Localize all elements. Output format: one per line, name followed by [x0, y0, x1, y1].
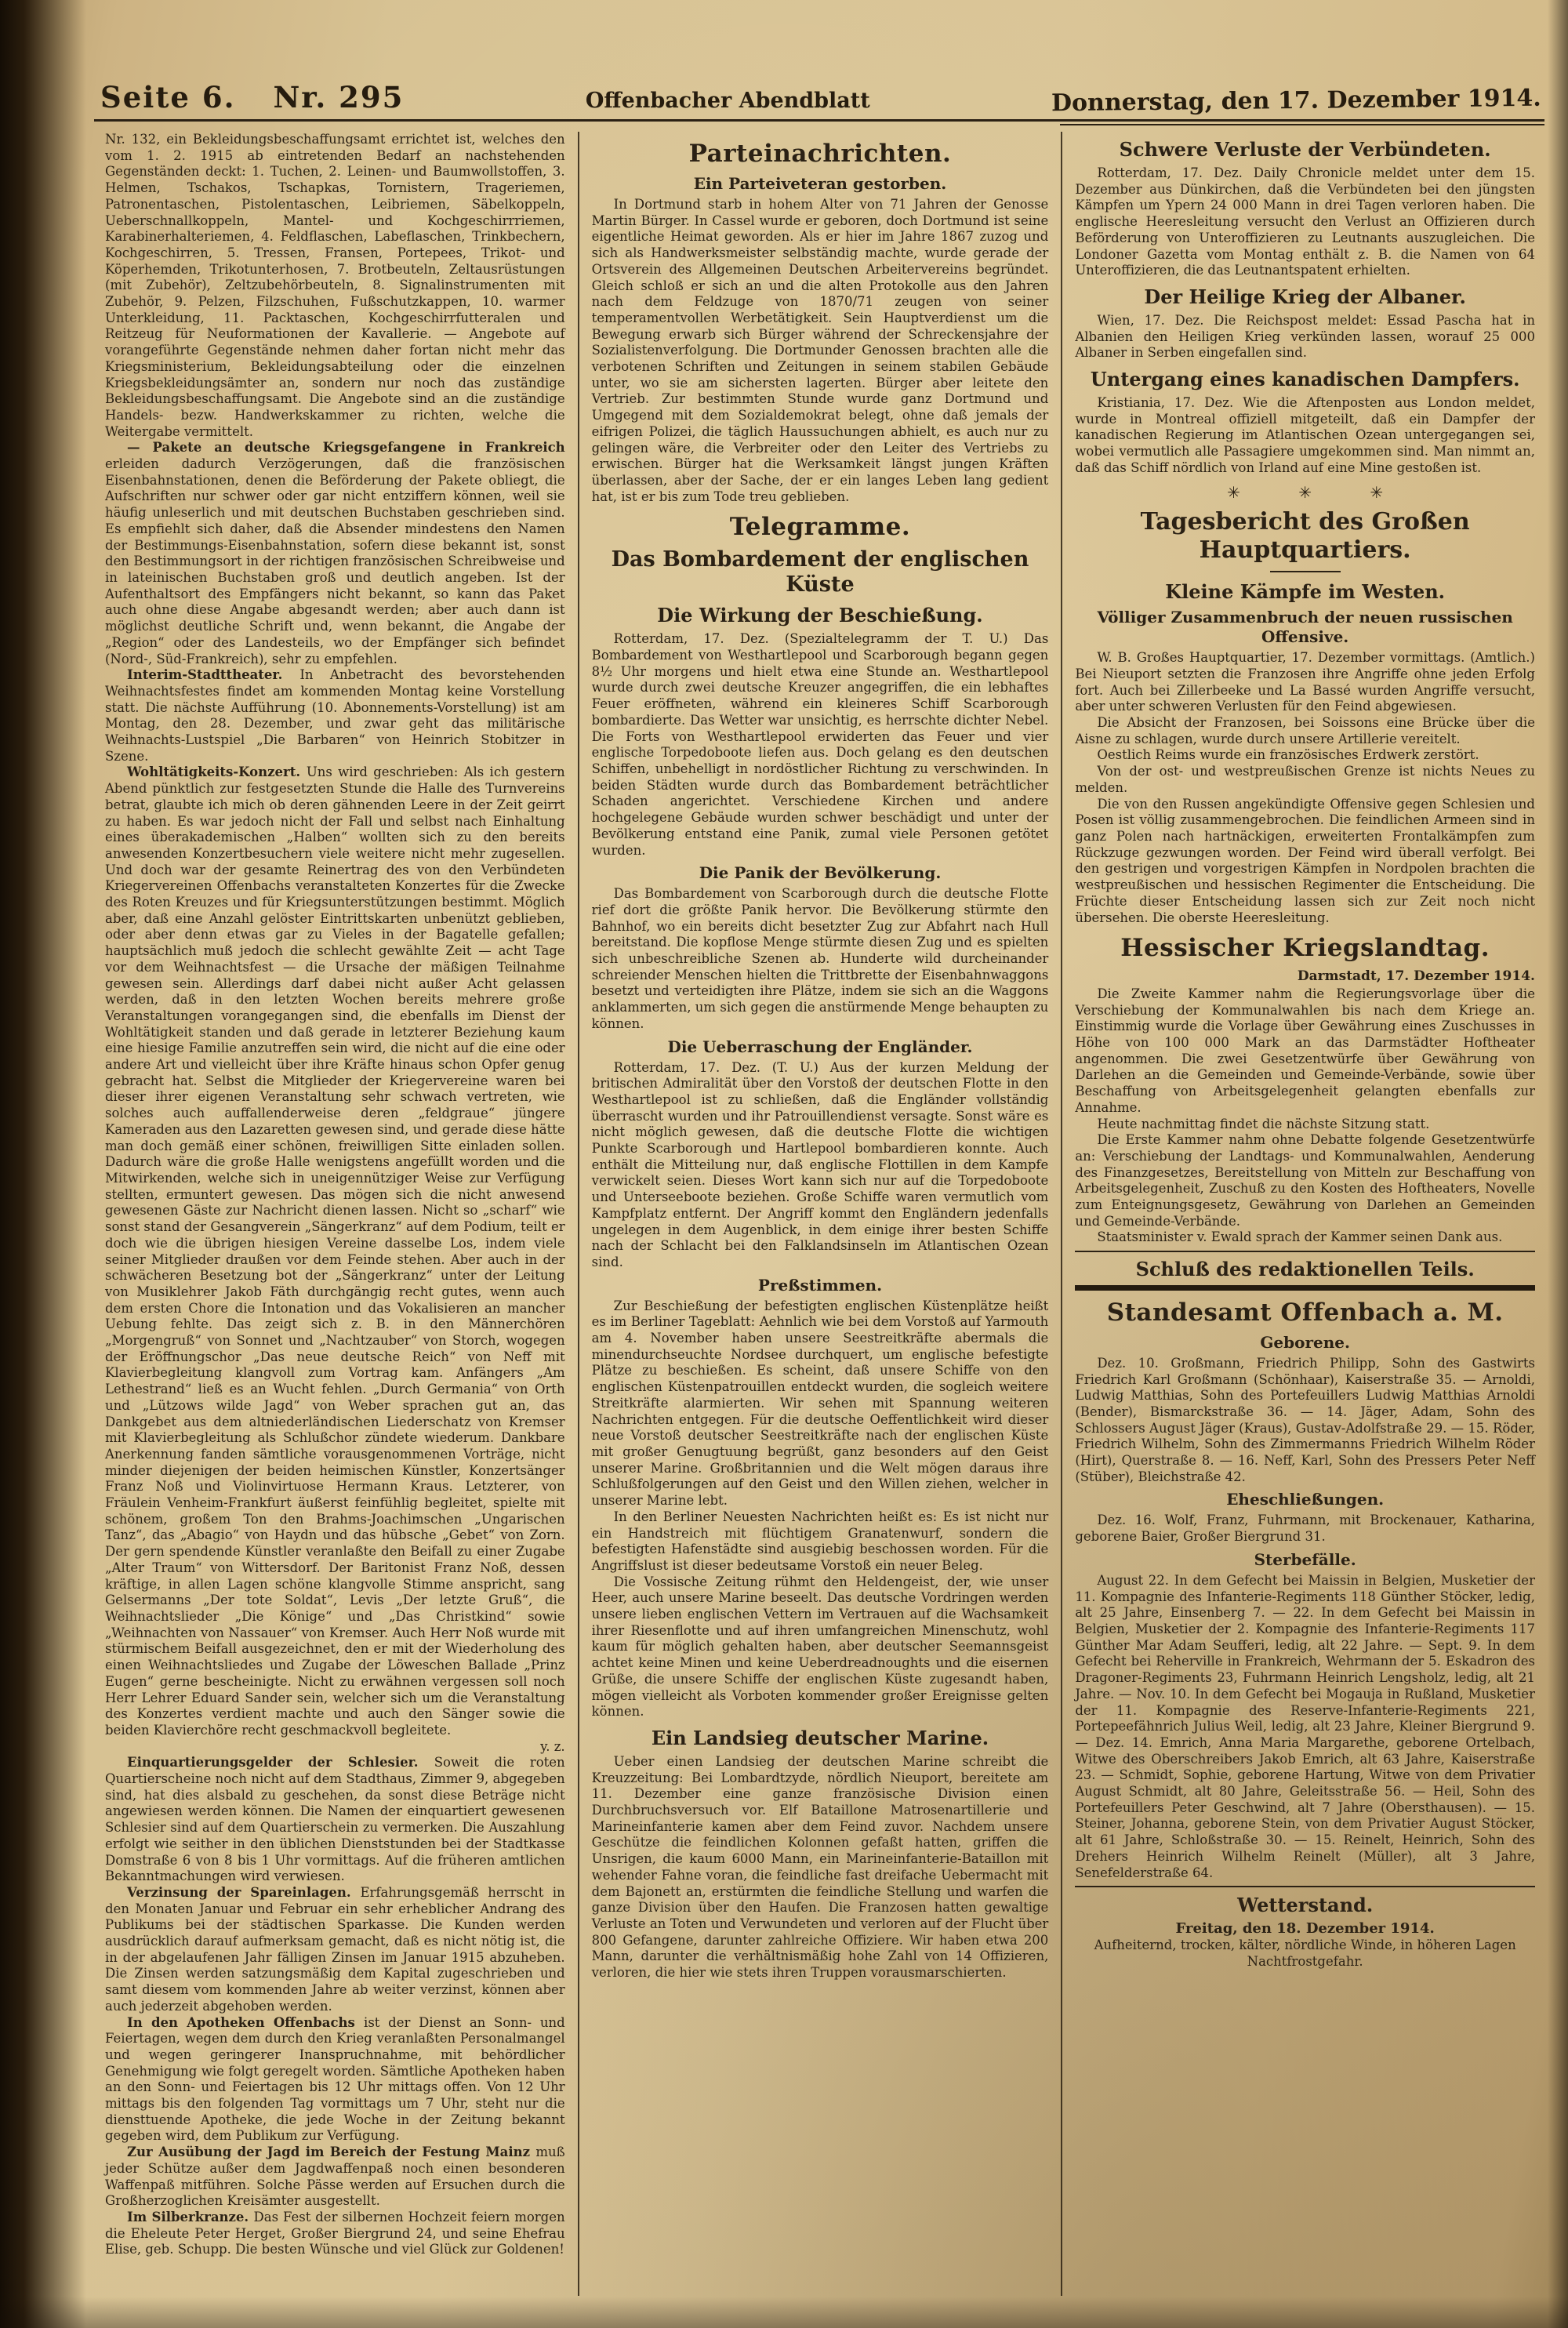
article-paragraph: Die Absicht der Franzosen, bei Soissons eine Brücke über die Aisne zu schlagen, wurde durch unsere Artillerie vereitelt. — [1075, 715, 1535, 746]
article-paragraph: Die Erste Kammer nahm ohne Debatte folgende Gesetzentwürfe an: Verschiebung der Landtags- und Kommunalwahlen, Aenderung des Finanzgesetzes, Bereitstellung von Mitteln zur Beschaffung von Arbeitsgelegenheit, Zuschuß zu den Kosten des Hoftheaters, Novelle zum Enteignungsgesetz, Gewährung von Darlehen an Gemeinden und Gemeinde-Verbände. — [1075, 1132, 1535, 1229]
section-headline: Parteinachrichten. — [688, 140, 952, 168]
display-headline: Das Bombardement der englischen Küste — [611, 547, 1029, 597]
article-subhead: Eheschließungen. — [1226, 1490, 1385, 1509]
article-paragraph: Nr. 132, ein Bekleidungsbeschaffungsamt errichtet ist, welches den vom 1. 2. 1915 ab eintretenden Bedarf an nachstehenden Gegenständen deckt: 1. Tuchen, 2. Leinen- und Baumwollstoffen, 3. Helmen, Tschakos, Tschapkas, Tornistern, Trageriemen, Patronentaschen, Pistolentaschen, Leibriemen, Säbelkoppeln, Ueberschnallkoppeln, Mantel- und Kochgeschirrriemen, Karabinerhalteriemen, 4. Feldflaschen, Labeflaschen, Trinkbechern, Kochgeschirren, 5. Tressen, Fransen, Portepees, Trikot- und Köperhemden, Trikotunterhosen, 7. Brotbeuteln, Zeltausrüstungen (mit Zubehör), Zeltzubehörbeuteln, 8. Signalinstrumenten mit Zubehör, 9. Pelzen, Filzschuhen, Fußschutzkappen, 10. warmer Unterkleidung, 11. Packtaschen, Kochgeschirrfutteralen und Reitzeug für Neuformationen der Kavallerie. — Angebote auf vorangeführte Gegenstände nehmen daher fortan nicht mehr das Kriegsministerium, Bekleidungsabteilung oder die einzelnen Kriegsbekleidungsämter an, sondern nur noch das zuständige Bekleidungsbeschaffungsamt. Die Angebote sind an die zuständige Handels- bezw. Handwerkskammer zu richten, welche die Weitergabe vermittelt. — [105, 132, 565, 439]
article-paragraph: Verzinsung der Spareinlagen. Erfahrungsgemäß herrscht in den Monaten Januar und Februar ein sehr erheblicher Andrang des Publikums bei der städtischen Sparkasse. Die Kunden werden ausdrücklich darauf aufmerksam gemacht, daß es nicht nötig ist, die in der abgelaufenen Jahr fälligen Zinsen im Januar 1915 abzuheben. Die Zinsen werden satzungsmäßig dem Kapital zugeschrieben und samt diesem vom kommenden Jahre ab weiter verzinst, können aber auch jederzeit abgehoben werden. — [105, 1884, 565, 2014]
paragraph-lead: Im Silberkranze. — [127, 2210, 254, 2224]
article-subhead: Preßstimmen. — [757, 1275, 883, 1295]
masthead — [100, 66, 1542, 118]
article-headline: Untergang eines kanadischen Dampfers. — [1090, 368, 1520, 391]
section-headline: Telegramme. — [729, 513, 911, 542]
article-subhead: Sterbefälle. — [1254, 1549, 1356, 1569]
article-paragraph: Rotterdam, 17. Dez. Daily Chronicle meldet unter dem 15. Dezember aus Dünkirchen, daß die Verbündeten bei den jüngsten Kämpfen um Ypern 24 000 Mann in drei Tagen verloren haben. Die englische Heeresleitung versucht den Verlust an Offizieren durch Beförderung von Unteroffizieren zu Leutnants auszugleichen. Die Londoner Gazetta vom Montag enthält z. B. die Namen von 64 Unteroffizieren, die das Leutnantspatent erhielten. — [1075, 165, 1535, 278]
paper-title: Offenbacher Abendblatt — [585, 89, 870, 113]
date-label: Donnerstag, den 17. Dezember 1914. — [1051, 84, 1542, 118]
paragraph-lead: Verzinsung der Spareinlagen. — [127, 1884, 361, 1900]
paragraph-lead: Wohltätigkeits-Konzert. — [127, 764, 307, 780]
article-paragraph: Rotterdam, 17. Dez. (Spezialtelegramm der T. U.) Das Bombardement von Westhartlepool und Scarborough begann gegen 8½ Uhr morgens und hielt etwa eine Stunde an. Westhartlepool wurde durch zwei deutsche Kreuzer angegriffen, die ein lebhaftes Feuer eröffneten, während ein kleineres Schiff Scarborough bombardierte. Das Wetter war unsichtig, es herrschte dichter Nebel. Die Forts von Westhartlepool erwiderten das Feuer und vier englische Torpedoboote liefen aus. Doch gelang es den deutschen Schiffen, unbehelligt in nordöstlicher Richtung zu verschwinden. In beiden Städten wurde durch das Bombardement beträchtlicher Schaden angerichtet. Verschiedene Kirchen und andere hochgelegene Gebäude wurden schwer beschädigt und unter der Bevölkerung entstand eine Panik, zumal viele Personen getötet wurden. — [591, 631, 1049, 858]
article-paragraph: W. B. Großes Hauptquartier, 17. Dezember vormittags. (Amtlich.) Bei Nieuport setzten die Franzosen ihre Angriffe ohne jeden Erfolg fort. Auch bei Zillerbeeke und La Bassé wurden Angriffe versucht, aber unter schweren Verlusten für den Feind abgewiesen. — [1075, 650, 1535, 714]
paragraph-lead: Zur Ausübung der Jagd im Bereich der Festung Mainz — [127, 2145, 536, 2160]
article-paragraph: Zur Ausübung der Jagd im Bereich der Festung Mainz muß jeder Schütze außer dem Jagdwaffenpaß noch einen besonderen Waffenpaß mitführen. Solche Pässe werden auf Ersuchen durch die Großherzoglichen Kreisämter ausgestellt. — [105, 2145, 565, 2209]
article-headline: Schwere Verluste der Verbündeten. — [1119, 138, 1491, 161]
issue-label: Nr. 295 — [273, 80, 405, 114]
column-middle — [578, 132, 1063, 2296]
article-headline: Der Heilige Krieg der Albaner. — [1144, 285, 1466, 308]
article-paragraph: August 22. In dem Gefecht bei Maissin in Belgien, Musketier der 11. Kompagnie des Infanterie-Regiments 118 Günther Stöcker, ledig, alt 25 Jahre, Einsenberg 7. — 22. In dem Gefecht bei Maissin in Belgien, Musketier der 2. Kompagnie des Infanterie-Regiments 117 Günther Mar Adam Seufferi, ledig, alt 22 Jahre. — Sept. 9. In dem Gefecht bei Reherville in Frankreich, Wehrmann der 5. Eskadron des Dragoner-Regiments 23, Fuhrmann Heinrich Lengsholz, ledig, alt 21 Jahre. — Nov. 10. In dem Gefecht bei Mogauja in Rußland, Musketier der 11. Kompagnie des Reserve-Infanterie-Regiments 221, Portepeefähnrich Julius Weil, ledig, alt 23 Jahre, Kleiner Biergrund 9. — Dez. 14. Emrich, Anna Maria Margarethe, geborene Ortelbach, Witwe des Oberschreibers Jakob Emrich, alt 63 Jahre, Kaiserstraße 23. — Schmidt, Sophie, geborene Hartung, Witwe von dem Privatier August Schmidt, alt 80 Jahre, Geleitsstraße 56. — Heil, Sohn des Portefeuillers Peter Geschwind, alt 7 Jahre (Obersthausen). — 15. Steiner, Johanna, geborene Stein, von dem Privatier August Stöcker, alt 61 Jahre, Schloßstraße 30. — 15. Reinelt, Heinrich, Sohn des Drehers Heinrich Wilhelm Reinelt (Müller), alt 3 Jahre, Senefelderstraße 64. — [1075, 1572, 1535, 1880]
article-headline: Ein Landsieg deutscher Marine. — [651, 1726, 989, 1749]
editorial-end-banner: Schluß des redaktionellen Teils. — [1075, 1255, 1535, 1291]
article-paragraph: Die Zweite Kammer nahm die Regierungsvorlage über die Verschiebung der Kommunalwahlen bis nach dem Kriege an. Einstimmig wurde die Vorlage über Gewährung eines Zuschusses in Höhe von 100 000 Mark an das Darmstädter Hoftheater angenommen. Die zwei Gesetzentwürfe über Gewährung von Darlehen an die Gemeinden und Gemeinde-Verbände, sowie über Beschaffung von Arbeitsgelegenheit gelangten ebenfalls zur Annahme. — [1075, 986, 1535, 1115]
dateline: Darmstadt, 17. Dezember 1914. — [1297, 968, 1535, 985]
article-paragraph: Das Bombardement von Scarborough durch die deutsche Flotte rief dort die größte Panik hervor. Die Bevölkerung stürmte den Bahnhof, wo ein bereits dicht besetzter Zug zur Abfahrt nach Hull bereitstand. Die kopflose Menge stürmte diesen Zug und es spielten sich unbeschreibliche Szenen ab. Hunderte wild durcheinander schreiender Menschen hielten die Trittbrette der Eisenbahnwaggons besetzt und verteidigten ihre Plätze, indem sie sich an die Waggons anklammerten, um sich gegen die anstürmende Menge behaupten zu können. — [591, 886, 1049, 1031]
article-paragraph: — Pakete an deutsche Kriegsgefangene in Frankreich erleiden dadurch Verzögerungen, daß die französischen Eisenbahnstationen, denen die Beförderung der Pakete obliegt, die Aufschriften nur schwer oder gar nicht entziffern können, weil sie häufig unleserlich und mit deutschen Buchstaben geschrieben sind. Es empfiehlt sich daher, daß die Absender mindestens den Namen der Bestimmungs-Eisenbahnstation, sofern diese bekannt ist, sonst den Bestimmungsort in der richtigen französischen Schreibweise und in lateinischen Buchstaben groß und deutlich angeben. Ist der Aufenthaltsort des Empfängers nicht bekannt, so kann das Paket auch ohne diese Angabe abgesandt werden; aber auch dann ist möglichst deutliche Schrift und, wenn bekannt, die Angabe der „Region“ oder des Landesteils, wo der Empfänger sich befindet (Nord-, Süd-Frankreich), sehr zu empfehlen. — [105, 440, 565, 666]
paragraph-lead: Interim-Stadttheater. — [127, 667, 300, 683]
article-paragraph: Im Silberkranze. Das Fest der silbernen Hochzeit feiern morgen die Eheleute Peter Herget, Großer Biergrund 24, und seine Ehefrau Elise, geb. Schupp. Die besten Wünsche und viel Glück zur Goldenen! — [105, 2210, 565, 2257]
article-paragraph: Heute nachmittag findet die nächste Sitzung statt. — [1097, 1116, 1430, 1131]
article-paragraph: Dez. 10. Großmann, Friedrich Philipp, Sohn des Gastwirts Friedrich Karl Großmann (Schönhaar), Kaiserstraße 35. — Arnoldi, Ludwig Matthias, Sohn des Portefeuillers Ludwig Matthias Arnoldi (Bender), Bismarckstraße 36. — 14. Jäger, Adam, Sohn des Schlossers August Jäger (Kraus), Gustav-Adolfstraße 29. — 15. Röder, Friedrich Wilhelm, Sohn des Zimmermanns Friedrich Wilhelm Röder (Hirt), Querstraße 8. — 16. Neff, Karl, Sohn des Pressers Peter Neff (Stüber), Bleichstraße 42. — [1075, 1355, 1535, 1484]
short-divider-rule — [1270, 571, 1341, 572]
divider-rule — [1075, 1886, 1535, 1887]
article-subhead: Ein Parteiveteran gestorben. — [693, 174, 947, 193]
paragraph-lead: In den Apotheken Offenbachs — [127, 2014, 365, 2030]
column-left — [93, 132, 578, 2296]
article-paragraph: Die Vossische Zeitung rühmt den Heldengeist, der, wie unser Heer, auch unsere Marine beseelt. Das deutsche Vordringen werden unsere lieben englischen Vettern im Vertrauen auf die Wachsamkeit ihrer Riesenflotte und auf ihren umfangreichen Minenschutz, wohl kaum für möglich gehalten haben, aber deutscher Seemannsgeist achtet keine Minen und keine Ueberdreadnoughts und die eisernen Grüße, die unsere Schiffe der englischen Küste zugesandt haben, mögen vielleicht als Vorboten kommender großer Ereignisse gelten können. — [591, 1574, 1049, 1720]
article-paragraph: In den Apotheken Offenbachs ist der Dienst an Sonn- und Feiertagen, wegen dem durch den Krieg veranlaßten Personalmangel und wegen geringerer Inanspruchnahme, mit behördlicher Genehmigung wie folgt geregelt worden. Sämtliche Apotheken haben an den Sonn- und Feiertagen bis 12 Uhr mittags offen. Von 12 Uhr mittags bis den folgenden Tag vormittags um 7 Uhr, steht nur die diensttuende Apotheke, die jede Woche in der Zeitung bekannt gegeben wird, dem Publikum zur Verfügung. — [105, 2014, 565, 2144]
page-number-issue — [100, 80, 404, 114]
article-paragraph: Kristiania, 17. Dez. Wie die Aftenposten aus London meldet, wurde in Montreal offiziell mitgeteilt, daß ein Dampfer der kanadischen Regierung im Atlantischen Ozean untergegangen sei, wobei vermutlich alle Passagiere umgekommen sind. Man nimmt an, daß das Schiff nördlich von Irland auf eine Mine gestoßen ist. — [1075, 395, 1535, 475]
page-edge-shadow — [1548, 0, 1568, 2328]
article-paragraph: Zur Beschießung der befestigten englischen Küstenplätze heißt es im Berliner Tageblatt: Aehnlich wie bei dem Vorstoß auf Yarmouth am 4. November haben unsere Seestreitkräfte abermals die minendurchseuchte Nordsee durchquert, um englische befestigte Plätze zu beschießen. Es scheint, daß unsere Schiffe von den englischen Küstenpatrouillen entdeckt wurden, die sogleich weitere Streitkräfte alarmierten. Wir sehen mit Spannung weiteren Nachrichten entgegen. Für die deutsche Oeffentlichkeit wird dieser neue Vorstoß deutscher Seestreitkräfte nach der englischen Küste mit großer Genugtuung begrüßt, ganz besonders auf den Geist unserer Marine. Großbritannien und die Welt mögen daraus ihre Schlußfolgerungen auf den Geist und den Willen ziehen, welcher in unserer Marine lebt. — [591, 1298, 1049, 1509]
article-paragraph: Wohltätigkeits-Konzert. Uns wird geschrieben: Als ich gestern Abend pünktlich zur festgesetzten Stunde die Halle des Turnvereins betrat, glaubte ich mich ob deren gähnenden Leere in der Zeit geirrt zu haben. Es war jedoch nicht der Fall und selbst nach Einhaltung eines überakademischen „Halben“ wollten sich zu den bereits anwesenden Konzertbesuchern viele weitere nicht mehr zugesellen. Und doch war der gesamte Reinertrag des von den Verbündeten Kriegervereinen Offenbachs veranstalteten Konzertes für die Zwecke des Roten Kreuzes und für Kriegsunterstützungen bestimmt. Möglich aber, daß eine Anzahl gelöster Eintrittskarten unbenützt geblieben, oder aber denn etwas gar zu Vieles in der Bagatelle gefallen; hauptsächlich muß jedoch die schlecht gewählte Zeit — acht Tage vor dem Weihnachtsfest — die Ursache der mäßigen Teilnahme gewesen sein. Allerdings darf dabei nicht außer Acht gelassen werden, daß in den letzten Wochen bereits mehrere große Veranstaltungen vorangegangen sind, die ebenfalls im Dienst der Wohltätigkeit standen und daß gerade in letzterer Beziehung kaum eine hiesige Familie anzutreffen sein wird, die nicht auf die eine oder andere Art und vielleicht über ihre Kräfte hinaus schon Opfer genug gebracht hat. Selbst die Mitglieder der Kriegervereine waren bei dieser ihrer eigenen Veranstaltung sehr schwach vertreten, wie solches auch auffallenderweise deren „feldgraue“ jüngere Kameraden aus den Lazaretten gewesen sind, und gerade diese hätte man doch gemäß einer schönen, freiwilligen Sitte einladen sollen. Dadurch wäre die große Halle wenigstens angefüllt worden und die Mitwirkenden, welche sich in uneigennütziger Weise zur Verfügung stellten, ermuntert gewesen. Das mögen sich die nicht anwesend gewesenen Gäste zur Nachricht dienen lassen. Nicht so „scharf“ wie sonst stand der Gesangverein „Sängerkranz“ auf dem Podium, teilt er doch wie die übrigen hiesigen Vereine dasselbe Los, indem viele seiner Mitglieder draußen vor dem Feinde stehen. Aber auch in der schwächeren Besetzung bot der „Sängerkranz“ unter der Leitung von Musiklehrer Jakob Fäth durchgängig recht gutes, wenn auch dem ersten Chore die Intonation und das Vokalisieren an mancher Uebung fehlte. Das zeigt sich z. B. in den Männerchören „Morgengruß“ von Sonnet und „Nachtzauber“ von Storch, wogegen der Eröffnungschor „Das neue deutsche Reich“ von Neff mit Klavierbegleitung klangvoll zum Vortrag kam. Anfängers „Am Lethestrand“ ließ es an Wucht fehlen. „Durch Germania“ von Orth und „Lützows wilde Jagd“ von Weber sprachen gut an, das Dankgebet aus dem altniederländischen Liederschatz von Kremser mit Klavierbegleitung als Schlußchor zündete wiederum. Dankbare Anerkennung fanden sämtliche vorausgenommenen Vorträge, nicht minder diejenigen der beiden heimischen Künstler, Konzertsänger Franz Noß und Violinvirtuose Hermann Kraus. Letzterer, von Fräulein Venheim-Frankfurt äußerst feinfühlig begleitet, spielte mit schönem, großem Ton den Brahms-Joachimschen „Ungarischen Tanz“, das „Abagio“ von Haydn und das hübsche „Gebet“ von Zorn. Der gern spendende Künstler veranlaßte den Beifall zu einer Zugabe „Alter Traum“ von Wittersdorf. Der Baritonist Franz Noß, dessen kräftige, in allen Lagen schöne klangvolle Stimme anspricht, sang Gelsermanns „Der tote Soldat“, Levis „Der letzte Gruß“, die Weihnachtslieder „Die Könige“ und „Das Christkind“ sowie „Weihnachten von Nassauer“ von Kremser. Auch Herr Noß wurde mit stürmischem Beifall ausgezeichnet, den er mit der Wiederholung des einen Weihnachtsliedes und Zugabe der Löweschen Ballade „Prinz Eugen“ gerne bescheinigte. Nicht zu erwähnen vergessen soll noch Herr Lehrer Eduard Sander sein, welcher sich um die Veranstaltung des Konzertes verdient machte und auch den Sänger sowie die beiden Klavierchöre recht geschmackvoll begleitete. — [105, 764, 565, 1738]
author-initials: y. z. — [540, 1738, 565, 1754]
article-subhead: Die Panik der Bevölkerung. — [699, 863, 942, 883]
article-subhead: Die Ueberraschung der Engländer. — [667, 1037, 973, 1056]
main-report-headline: Tagesbericht des Großen Hauptquartiers. — [1140, 508, 1470, 565]
section-headline: Standesamt Offenbach a. M. — [1106, 1298, 1504, 1327]
paragraph-lead: — Pakete an deutsche Kriegsgefangene in Frankreich — [127, 440, 565, 456]
column-container — [93, 132, 1548, 2296]
page-bottom-shadow — [0, 2297, 1568, 2328]
page-label: Seite 6. — [100, 80, 236, 114]
article-headline: Kleine Kämpfe im Westen. — [1165, 580, 1446, 604]
centered-line: Freitag, den 18. Dezember 1914. — [1175, 1920, 1435, 1938]
article-paragraph: In Dortmund starb in hohem Alter von 71 Jahren der Genosse Martin Bürger. In Cassel wurde er geboren, doch Dortmund ist seine eigentliche Heimat geworden. Als er hier im Jahre 1867 zuzog und sich als Handwerksmeister selbständig machte, wurde gerade der Ortsverein des Allgemeinen Deutschen Arbeitervereins begründet. Gleich schloß er sich an und die alten Protokolle aus den Jahren nach dem Feldzuge von 1870/71 zeugen von seiner temperamentvollen Werbetätigkeit. Sein Hauptverdienst um die Bewegung erwarb sich Bürger während der Schreckensjahre der Sozialistenverfolgung. Die Dortmunder Genossen brachten alle die verbotenen Schriften und Zeitungen in seinem stabilen Gebäude unter, wo sie am sichersten lagerten. Bürger aber leitete den Vertrieb. Zur bestimmten Stunde wurde ganz Dortmund und Umgegend mit dem Sozialdemokrat belegt, ohne daß jemals der eifrigen Polizei, die täglich Haussuchungen abhielt, es auch nur zu gelingen wäre, die Verbreiter oder den Leiter des Vertriebs zu erwischen. Bürger hat die Werksamkeit längst jungen Kräften überlassen, aber der Sache, der er ein langes Leben lang gedient hat, ist er bis zum Tode treu geblieben. — [591, 197, 1049, 504]
article-paragraph: Staatsminister v. Ewald sprach der Kammer seinen Dank aus. — [1097, 1229, 1503, 1245]
article-paragraph: Wien, 17. Dez. Die Reichspost meldet: Essad Pascha hat in Albanien den Heiligen Krieg verkünden lassen, worauf 25 000 Albaner in Serben eingefallen sind. — [1075, 312, 1535, 361]
article-paragraph: Einquartierungsgelder der Schlesier. Soweit die roten Quartierscheine noch nicht auf dem Stadthaus, Zimmer 9, abgegeben sind, hat dies alsbald zu geschehen, da sonst diese Beträge nicht angewiesen werden können. Die Namen der einquartiert gewesenen Schlesier sind auf dem Quartierschein zu vermerken. Die Auszahlung erfolgt wie seither in den üblichen Dienststunden bei der Stadtkasse Domstraße 6 von 8 bis 1 Uhr vormittags. Auf die früheren amtlichen Bekanntmachungen wird verwiesen. — [105, 1755, 565, 1884]
paragraph-lead: Einquartierungsgelder der Schlesier. — [127, 1755, 434, 1771]
section-headline: Hessischer Kriegslandtag. — [1120, 934, 1490, 963]
article-paragraph: In den Berliner Neuesten Nachrichten heißt es: Es ist nicht nur ein Handstreich mit flüchtigem Granatenwurf, sondern die befestigten Hafenstädte sind ausgiebig beschossen worden. Für die Angriffslust ist dieser bedeutsame Vorstoß ein neuer Beleg. — [591, 1509, 1049, 1573]
masthead-rule-right — [1060, 124, 1544, 125]
article-paragraph: Oestlich Reims wurde ein französisches Erdwerk zerstört. — [1097, 747, 1479, 763]
article-paragraph: Von der ost- und westpreußischen Grenze ist nichts Neues zu melden. — [1075, 764, 1535, 795]
ornament-stars: ✳ ✳ ✳ — [1227, 482, 1410, 502]
article-headline: Die Wirkung der Beschießung. — [657, 604, 983, 627]
book-gutter-shadow — [0, 0, 86, 2328]
column-right — [1062, 132, 1548, 2296]
article-headline: Wetterstand. — [1237, 1894, 1374, 1917]
masthead-rule — [94, 119, 1544, 122]
article-paragraph: Rotterdam, 17. Dez. (T. U.) Aus der kurzen Meldung der britischen Admiralität über den Vorstoß der deutschen Flotte in den Westhartlepool ist zu schließen, daß die Engländer vollständig überrascht wurden und ihr Patrouillendienst versagte. Sonst wäre es nicht möglich gewesen, daß die deutsche Flotte die wichtigen Punkte Scarborough und Hartlepool bombardieren konnte. Auch enthält die Mitteilung nur, daß englische Flottillen in dem Kampfe verwickelt seien. Dieses Wort kann sich nur auf die Torpedoboote und Unterseeboote beziehen. Große Schiffe waren vermutlich vom Kampfplatz entfernt. Der Angriff kommt den Engländern jedenfalls ungelegen in dem Augenblick, in dem einige ihrer besten Schiffe nach der Schlacht bei den Falklandsinseln im Atlantischen Ozean sind. — [591, 1059, 1049, 1269]
divider-rule — [1075, 1251, 1535, 1252]
article-paragraph: Interim-Stadttheater. In Anbetracht des bevorstehenden Weihnachtsfestes findet am kommenden Montag keine Vorstellung statt. Die nächste Aufführung (10. Abonnements-Vorstellung) ist am Montag, den 28. Dezember, und zwar geht das militärische Weihnachts-Lustspiel „Die Barbaren“ von Heinrich Stobitzer in Szene. — [105, 667, 565, 764]
article-paragraph: Dez. 16. Wolf, Franz, Fuhrmann, mit Brockenauer, Katharina, geborene Baier, Großer Biergrund 31. — [1075, 1513, 1535, 1545]
article-paragraph: Die von den Russen angekündigte Offensive gegen Schlesien und Posen ist völlig zusammengebrochen. Die feindlichen Armeen sind in ganz Polen nach hartnäckigen, erweiterten Frontalkämpfen zum Rückzuge gezwungen worden. Der Feind wird überall verfolgt. Bei den gestrigen und vorgestrigen Kämpfen in Nordpolen brachten die westpreußischen und hessischen Regimenter die Entscheidung. Die Früchte dieser Entscheidung lassen sich zur Zeit noch nicht übersehen. Die oberste Heeresleitung. — [1075, 796, 1535, 925]
centered-line: Aufheiternd, trocken, kälter, nördliche Winde, in höheren Lagen Nachtfrostgefahr. — [1094, 1937, 1516, 1969]
article-subhead: Völliger Zusammenbruch der neuen russischen Offensive. — [1097, 608, 1513, 647]
article-paragraph: Ueber einen Landsieg der deutschen Marine schreibt die Kreuzzeitung: Bei Lombardtzyde, nördlich Nieuport, bereitete am 11. Dezember eine ganze französische Division einen Durchbruchsversuch vor. Elf Bataillone Matrosenartillerie und Marineinfanterie kamen aber dem Feind zuvor. Nachdem unsere Geschütze die feindlichen Kolonnen gefaßt hatten, griffen die Unsrigen, die kaum 6000 Mann, ein Marineinfanterie-Bataillon mit wehender Fahne voran, die feindliche fast dreifache Uebermacht mit dem Bajonett an, erstürmten die feindliche Stellung und warfen die ganze Division über den Haufen. Die Franzosen hatten gewaltige Verluste an Toten und Verwundeten und verloren auf der Flucht über 800 Gefangene, darunter zahlreiche Offiziere. Wir haben etwa 200 Mann, darunter die verhältnismäßig hohe Zahl von 14 Offizieren, verloren, die hier wie stets ihren Truppen vorausmarschierten. — [591, 1753, 1049, 1981]
article-subhead: Geborene. — [1260, 1332, 1350, 1352]
